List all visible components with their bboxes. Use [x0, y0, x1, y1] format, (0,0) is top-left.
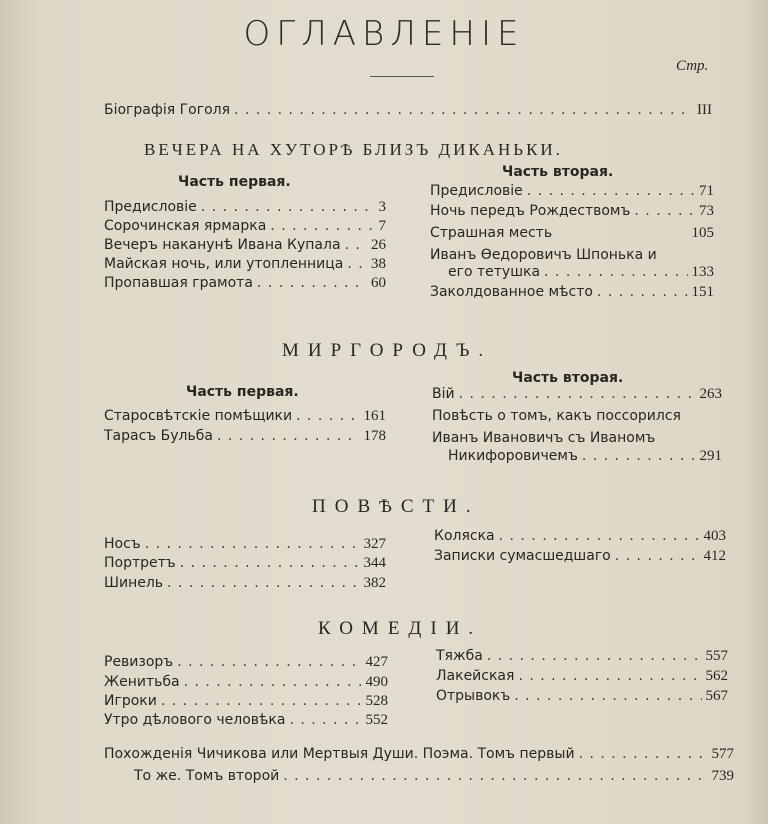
section-heading-komedii: КОМЕДIИ.	[318, 618, 483, 639]
entry-page: 71	[699, 183, 714, 199]
subsection-label: Часть первая.	[186, 384, 299, 400]
entry-page: 427	[365, 654, 388, 670]
toc-entry[interactable]	[104, 218, 386, 235]
entry-title: Тарасъ Бульба	[104, 428, 213, 444]
toc-entry[interactable]	[104, 536, 386, 553]
entry-title: Похожденiя Чичикова или Мертвыя Души. Поэма. Томъ первый	[104, 746, 575, 762]
entry-title: Сорочинская ярмарка	[104, 218, 267, 234]
entry-title: Бiографiя Гоголя	[104, 102, 231, 118]
entry-page: 73	[699, 203, 714, 219]
toc-entry[interactable]	[436, 648, 728, 665]
toc-entry[interactable]	[104, 555, 386, 572]
toc-entry[interactable]	[104, 256, 386, 273]
entry-page: 327	[363, 536, 386, 552]
entry-title: Тяжба	[436, 648, 483, 664]
entry-page: 151	[691, 284, 714, 300]
entry-page: 291	[699, 448, 722, 464]
toc-entry-line: Иванъ Ѳедоровичъ Шпонька и	[430, 247, 657, 263]
leader-dots	[544, 264, 687, 280]
entry-page: 528	[365, 693, 388, 709]
subsection-label: Часть вторая.	[502, 164, 614, 180]
entry-page: 382	[363, 575, 386, 591]
section-heading-dikanka: ВЕЧЕРА НА ХУТОРѢ БЛИЗЪ ДИКАНЬКИ.	[144, 140, 563, 159]
entry-page: 7	[378, 218, 386, 234]
toc-entry[interactable]	[104, 654, 388, 671]
entry-title: Отрывокъ	[436, 688, 511, 704]
entry-page: 412	[703, 548, 726, 564]
leader-dots	[579, 746, 708, 762]
leader-dots	[283, 768, 707, 784]
toc-entry[interactable]	[434, 548, 726, 565]
leader-dots	[634, 203, 695, 219]
toc-entry[interactable]	[436, 668, 728, 685]
entry-page: 577	[711, 746, 734, 762]
entry-title: Записки сумасшедшаго	[434, 548, 611, 564]
toc-entry-dead-souls-1[interactable]	[104, 746, 734, 763]
toc-entry[interactable]	[430, 225, 714, 242]
leader-dots	[167, 575, 359, 591]
page-column-label: Стр.	[676, 58, 709, 74]
entry-title: Никифоровичемъ	[448, 448, 578, 464]
entry-title: Коляска	[434, 528, 495, 544]
entry-title: Ревизоръ	[104, 654, 174, 670]
leader-dots	[582, 448, 696, 464]
toc-entry[interactable]	[104, 275, 386, 292]
entry-title: Вечеръ наканунѣ Ивана Купала	[104, 237, 341, 253]
entry-title: Шинель	[104, 575, 164, 591]
leader-dots	[234, 102, 693, 118]
toc-entry[interactable]	[448, 448, 722, 465]
leader-dots	[177, 654, 361, 670]
leader-dots	[527, 183, 695, 199]
entry-page: 161	[363, 408, 386, 424]
toc-entry-line: Иванъ Ивановичъ съ Иваномъ	[432, 430, 656, 446]
leader-dots	[217, 428, 360, 444]
entry-title: Утро дѣлового человѣка	[104, 712, 286, 728]
leader-dots	[296, 408, 359, 424]
entry-page: 263	[699, 386, 722, 402]
entry-page: 133	[691, 264, 714, 280]
subsection-label: Часть первая.	[178, 174, 291, 190]
entry-title: Вiй	[432, 386, 455, 402]
entry-title: Предисловiе	[104, 199, 197, 215]
entry-page: 567	[705, 688, 728, 704]
entry-page: III	[697, 102, 712, 118]
leader-dots	[345, 237, 367, 253]
leader-dots	[518, 668, 701, 684]
entry-page: 38	[371, 256, 386, 272]
toc-entry[interactable]	[430, 183, 714, 200]
leader-dots	[347, 256, 367, 272]
subsection-label: Часть вторая.	[512, 370, 624, 386]
entry-title: Предисловiе	[430, 183, 523, 199]
toc-entry[interactable]	[436, 688, 728, 705]
entry-page: 557	[705, 648, 728, 664]
toc-entry[interactable]	[104, 237, 386, 254]
entry-title: Носъ	[104, 536, 141, 552]
leader-dots	[201, 199, 375, 215]
entry-page: 178	[363, 428, 386, 444]
leader-dots	[161, 693, 362, 709]
leader-dots	[257, 275, 367, 291]
toc-entry-biography[interactable]	[104, 102, 712, 119]
entry-page: 3	[378, 199, 386, 215]
leader-dots	[145, 536, 360, 552]
leader-dots	[180, 555, 360, 571]
toc-entry[interactable]	[448, 264, 714, 281]
section-heading-povesti: ПОВѢСТИ.	[312, 496, 480, 517]
entry-title: Игроки	[104, 693, 157, 709]
toc-entry[interactable]	[104, 199, 386, 216]
entry-title: Пропавшая грамота	[104, 275, 253, 291]
leader-dots	[487, 648, 702, 664]
section-heading-mirgorod: МИРГОРОДЪ.	[282, 340, 493, 361]
leader-dots	[597, 284, 688, 300]
entry-page: 105	[691, 225, 714, 241]
leader-dots	[499, 528, 700, 544]
entry-page: 403	[703, 528, 726, 544]
entry-title: Майская ночь, или утопленница	[104, 256, 344, 272]
toc-entry[interactable]	[104, 674, 388, 691]
entry-title: То же. Томъ второй	[134, 768, 280, 784]
toc-entry-line: Повѣсть о томъ, какъ поссорился	[432, 408, 681, 424]
toc-entry[interactable]	[104, 408, 386, 425]
entry-page: 739	[711, 768, 734, 784]
leader-dots	[615, 548, 700, 564]
page-title: ОГЛАВЛЕНIЕ	[243, 14, 525, 54]
entry-title: Ночь передъ Рождествомъ	[430, 203, 631, 219]
toc-entry[interactable]	[432, 386, 722, 403]
entry-title: Женитьба	[104, 674, 180, 690]
leader-dots	[459, 386, 696, 402]
entry-page: 552	[365, 712, 388, 728]
entry-page: 490	[365, 674, 388, 690]
leader-dots	[289, 712, 361, 728]
entry-title: его тетушка	[448, 264, 541, 280]
entry-page: 60	[371, 275, 386, 291]
entry-title: Лакейская	[436, 668, 515, 684]
title-rule	[370, 76, 434, 77]
leader-dots	[514, 688, 701, 704]
entry-title: Страшная месть	[430, 225, 553, 241]
entry-title: Заколдованное мѣсто	[430, 284, 593, 300]
toc-entry[interactable]	[104, 428, 386, 445]
toc-entry[interactable]	[430, 203, 714, 220]
entry-page: 26	[371, 237, 386, 253]
leader-dots	[184, 674, 362, 690]
entry-page: 562	[705, 668, 728, 684]
toc-entry[interactable]	[430, 284, 714, 301]
toc-entry-dead-souls-2[interactable]	[134, 768, 734, 785]
entry-page: 344	[363, 555, 386, 571]
toc-entry[interactable]	[104, 575, 386, 592]
leader-dots	[270, 218, 374, 234]
toc-entry[interactable]	[104, 693, 388, 710]
entry-title: Старосвѣтскiе помѣщики	[104, 408, 293, 424]
toc-entry[interactable]	[104, 712, 388, 729]
entry-title: Портретъ	[104, 555, 176, 571]
toc-entry[interactable]	[434, 528, 726, 545]
